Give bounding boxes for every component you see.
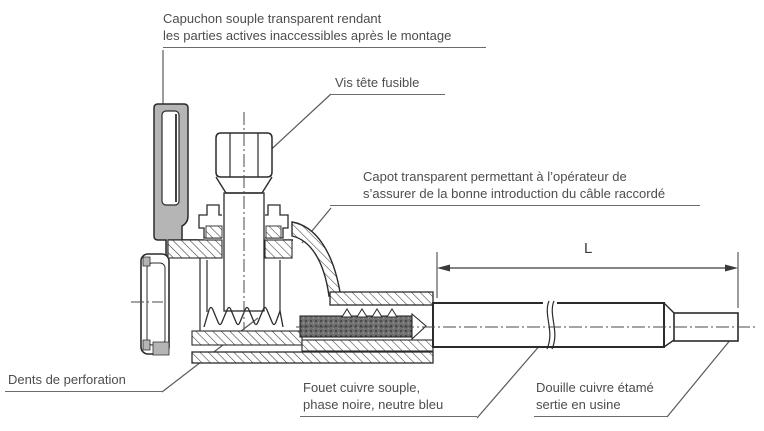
label-capuchon <box>163 10 486 48</box>
label-douille-line2: sertie en usine <box>536 397 621 412</box>
label-vis: Vis tête fusible <box>330 74 445 95</box>
dim-arrow-right <box>725 265 738 272</box>
label-capot-line1: Capot transparent permettant à l’opérateur de <box>363 169 627 184</box>
label-fouet <box>300 379 477 417</box>
label-capuchon-line1: Capuchon souple transparent rendant <box>163 11 382 26</box>
label-dents: Dents de perforation <box>5 371 162 392</box>
label-capuchon-line2: les parties actives inaccessibles après le montage <box>163 28 452 43</box>
label-douille <box>534 379 667 417</box>
cable <box>433 301 738 349</box>
dim-arrow-left <box>437 265 450 272</box>
label-douille-line1: Douille cuivre étamé <box>536 380 654 395</box>
label-capot-line2: s’assurer de la bonne introduction du câble raccordé <box>363 186 666 201</box>
copper-conductor <box>300 309 426 339</box>
dimension-L <box>437 240 738 308</box>
cover-body <box>168 205 433 363</box>
label-fouet-line2: phase noire, neutre bleu <box>303 397 444 412</box>
dimension-label: L <box>584 240 593 257</box>
leader-vis <box>263 94 331 157</box>
body-left-cap <box>141 254 169 355</box>
soft-cap <box>154 104 198 256</box>
leader-douille <box>667 333 736 417</box>
label-fouet-line1: Fouet cuivre souple, <box>303 380 421 395</box>
label-capot <box>330 168 700 206</box>
